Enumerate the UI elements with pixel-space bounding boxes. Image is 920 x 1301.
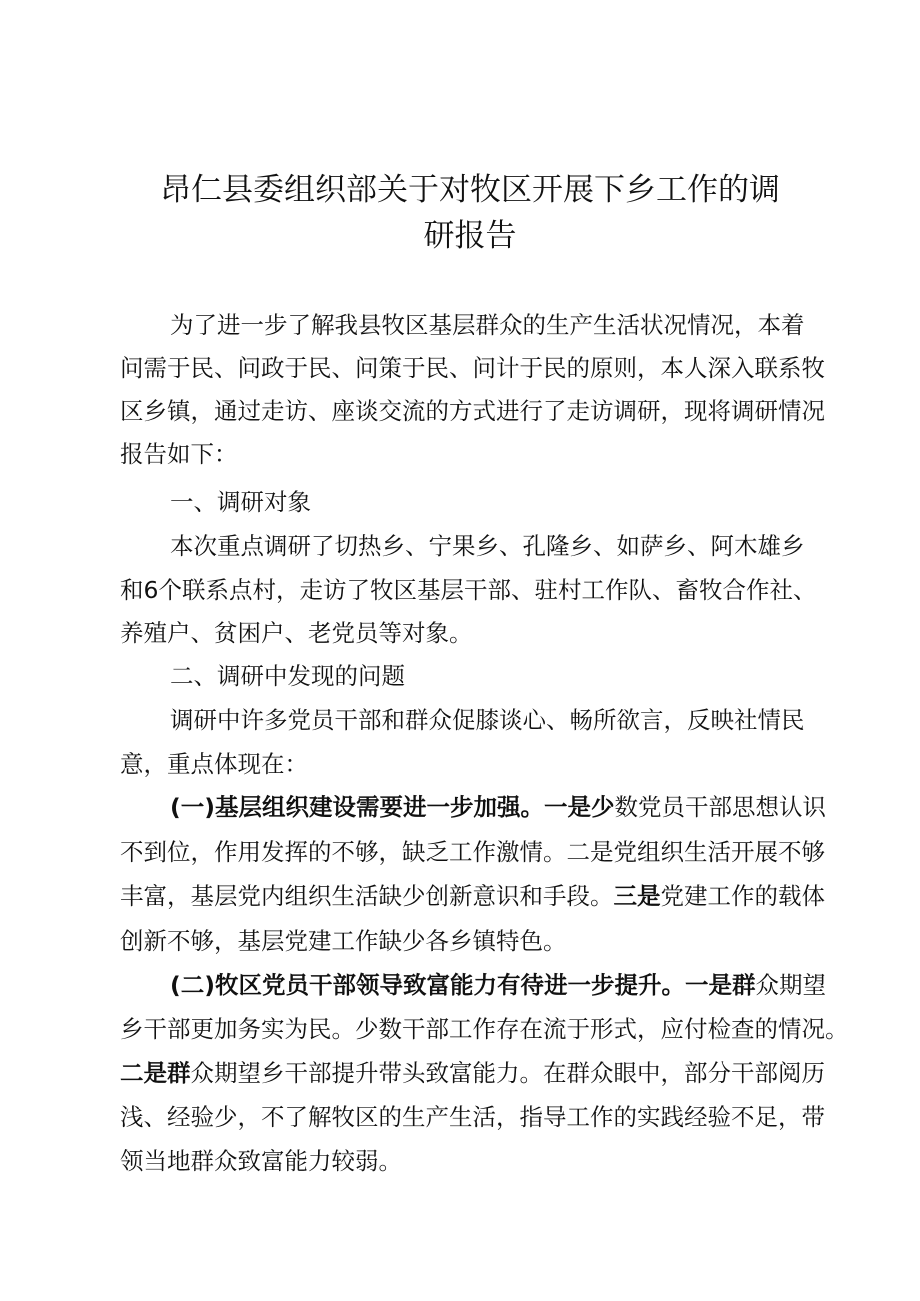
item1-rest-3: 党建工作的载体 (660, 882, 825, 910)
section1-line-2: 和6个联系点村，走访了牧区基层干部、驻村工作队、畜牧合作社、 (120, 576, 817, 604)
intro-line-2: 问需于民、问政于民、问策于民、问计于民的原则，本人深入联系牧 (120, 354, 825, 382)
item1-line-1 (170, 791, 826, 823)
item1-line-3-text: 丰富，基层党内组织生活缺少创新意识和手段。 (120, 882, 614, 910)
item1-heading: (一)基层组织建设需要进一步加强。 (170, 793, 544, 821)
section2-line-2: 意，重点体现在： (120, 750, 308, 778)
intro-line-3: 区乡镇，通过走访、座谈交流的方式进行了走访调研，现将调研情况 (120, 397, 825, 425)
item1-line-4: 创新不够，基层党建工作缺少各乡镇特色。 (120, 927, 567, 955)
item2-line-4: 浅、经验少，不了解牧区的生产生活，指导工作的实践经验不足，带 (120, 1103, 825, 1131)
item1-rest-1: 数党员干部思想认识 (614, 793, 826, 821)
item2-line-2: 乡干部更加务实为民。少数干部工作存在流于形式，应付检查的情况。 (120, 1015, 849, 1043)
item1-lead-1: 一是少 (543, 793, 615, 821)
item2-rest-3: 众期望乡干部提升带头致富能力。在群众眼中，部分干部阅历 (190, 1059, 825, 1087)
intro-line-4: 报告如下： (120, 440, 238, 468)
item2-line-1 (170, 969, 826, 1001)
item1-line-3 (120, 880, 825, 912)
item1-lead-3: 三是 (613, 882, 661, 910)
item2-lead-1: 一是群 (684, 971, 756, 999)
item2-heading: (二)牧区党员干部领导致富能力有待进一步提升。 (170, 971, 685, 999)
section2-heading: 二、调研中发现的问题 (170, 662, 405, 690)
section1-heading: 一、调研对象 (170, 488, 311, 516)
section1-line-1: 本次重点调研了切热乡、宁果乡、孔隆乡、如萨乡、阿木雄乡 (170, 532, 805, 560)
item2-line-3 (120, 1057, 825, 1089)
doc-title-line-1: 昂仁县委组织部关于对牧区开展下乡工作的调 (160, 172, 780, 208)
item2-rest-1: 众期望 (755, 971, 826, 999)
item1-line-2: 不到位，作用发挥的不够，缺乏工作激情。二是党组织生活开展不够 (120, 838, 825, 866)
item2-lead-3: 二是群 (120, 1059, 191, 1087)
item2-line-5: 领当地群众致富能力较弱。 (120, 1147, 402, 1175)
section1-line-3: 养殖户、贫困户、老党员等对象。 (120, 619, 473, 647)
intro-line-1: 为了进一步了解我县牧区基层群众的生产生活状况情况，本着 (170, 311, 805, 339)
section2-line-1: 调研中许多党员干部和群众促膝谈心、畅所欲言，反映社情民 (170, 706, 805, 734)
doc-title-line-2: 研报告 (423, 218, 517, 254)
